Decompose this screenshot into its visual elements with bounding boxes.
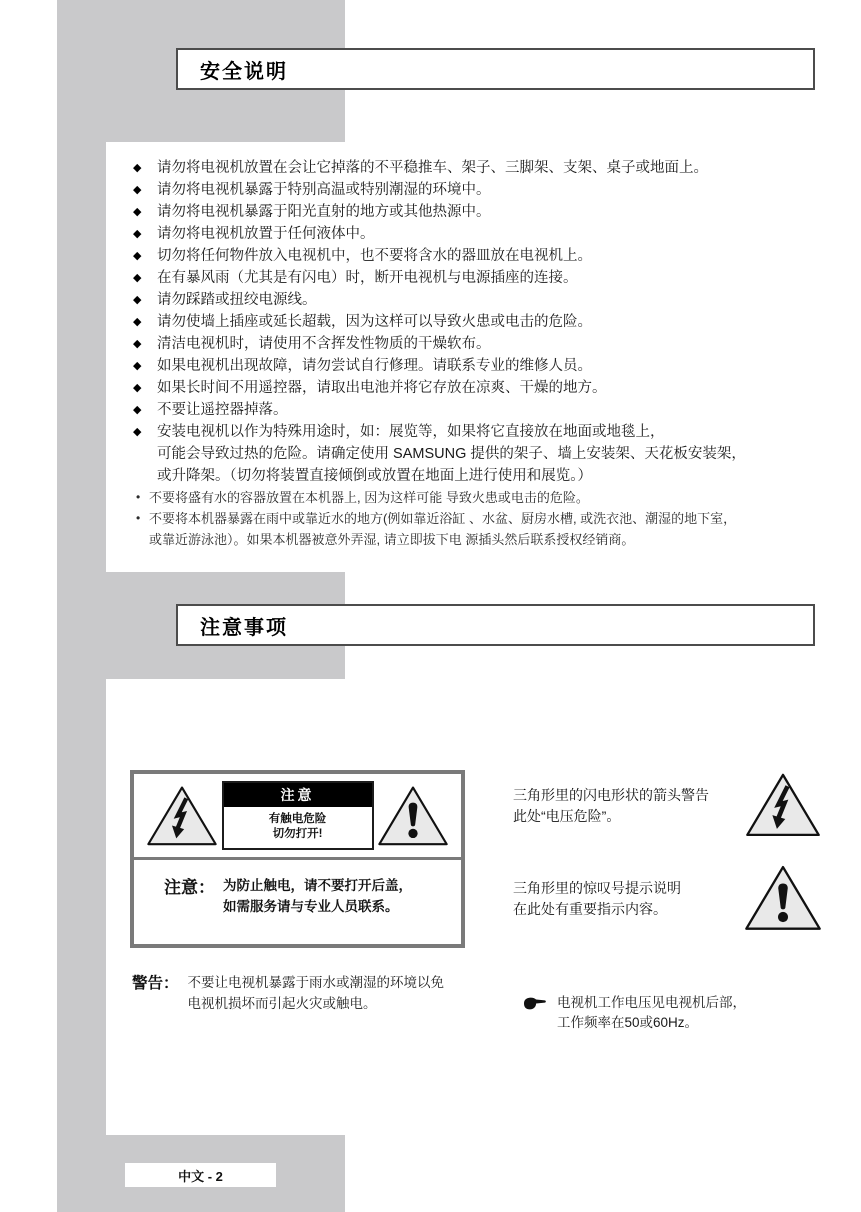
exclamation-triangle-note xyxy=(513,878,753,920)
diamond-bullet-icon: ◆ xyxy=(133,360,142,372)
safety-bullet-item xyxy=(133,311,833,333)
bullet-text: 清洁电视机时，请使用不含挥发性物质的干燥软布。 xyxy=(157,336,491,352)
safety-note-item xyxy=(136,487,836,508)
triangle-note-line: 三角形里的惊叹号提示说明 xyxy=(513,880,681,896)
voltage-note xyxy=(521,993,746,1033)
safety-bullet-item xyxy=(133,245,833,267)
bullet-text: 切勿将任何物件放入电视机中，也不要将含水的器皿放在电视机上。 xyxy=(157,248,592,264)
hand-pointer-icon xyxy=(521,996,547,1033)
diamond-bullet-icon: ◆ xyxy=(133,382,142,394)
warning-text-line: 不要让电视机暴露于雨水或潮湿的环境以免 xyxy=(187,975,445,990)
diamond-bullet-icon: ◆ xyxy=(133,184,142,196)
bullet-text: 安装电视机以作为特殊用途时，如：展览等，如果将它直接放在地面或地毯上， xyxy=(157,424,665,440)
safety-bullet-item xyxy=(133,333,833,355)
shock-hazard-line: 切勿打开! xyxy=(272,828,323,840)
warning-label: 警告： xyxy=(132,975,179,992)
shock-hazard-box xyxy=(222,781,374,850)
safety-bullet-item xyxy=(133,421,833,487)
safety-bullet-list xyxy=(133,157,833,487)
safety-bullet-item xyxy=(133,201,833,223)
bullet-text: 如果长时间不用遥控器，请取出电池并将它存放在凉爽、干燥的地方。 xyxy=(157,380,607,396)
safety-note-item xyxy=(136,508,836,550)
dot-bullet-icon: • xyxy=(136,511,141,525)
safety-bullet-item xyxy=(133,223,833,245)
safety-bullet-item xyxy=(133,267,833,289)
diamond-bullet-icon: ◆ xyxy=(133,162,142,174)
diamond-bullet-icon: ◆ xyxy=(133,338,142,350)
precautions-section-title-box xyxy=(176,604,815,646)
note-text: 不要将本机器暴露在雨中或靠近水的地方(例如靠近浴缸 、水盆、厨房水槽, 或洗衣池、潮湿的地下室， xyxy=(149,511,737,526)
lightning-triangle-icon xyxy=(745,771,821,838)
diamond-bullet-icon: ◆ xyxy=(133,250,142,262)
warning-text-line: 电视机损坏而引起火灾或触电。 xyxy=(187,996,377,1011)
bullet-text: 如果电视机出现故障，请勿尝试自行修理。请联系专业的维修人员。 xyxy=(157,358,592,374)
caution-text-line: 为防止触电，请不要打开后盖， xyxy=(223,878,412,893)
safety-bullet-item xyxy=(133,157,833,179)
triangle-note-line: 此处“电压危险”。 xyxy=(513,808,621,824)
note-text: 不要将盛有水的容器放置在本机器上, 因为这样可能 导致火患或电击的危险。 xyxy=(149,490,589,505)
diamond-bullet-icon: ◆ xyxy=(133,294,142,306)
bullet-text: 请勿使墙上插座或延长超载，因为这样可以导致火患或电击的危险。 xyxy=(157,314,592,330)
lightning-triangle-icon xyxy=(146,784,218,847)
safety-bullet-item xyxy=(133,377,833,399)
voltage-note-line: 工作频率在50或60Hz。 xyxy=(557,1015,699,1030)
safety-section-title-box xyxy=(176,48,815,90)
diamond-bullet-icon: ◆ xyxy=(133,206,142,218)
diamond-bullet-icon: ◆ xyxy=(133,272,142,284)
bullet-text: 在有暴风雨（尤其是有闪电）时，断开电视机与电源插座的连接。 xyxy=(157,270,578,286)
exclamation-triangle-icon xyxy=(744,863,822,932)
bullet-text: 请勿将电视机放置在会让它掉落的不平稳推车、架子、三脚架、支架、桌子或地面上。 xyxy=(157,160,708,176)
caution-label: 注意： xyxy=(164,878,215,897)
bullet-text: 或升降架。（切勿将装置直接倾倒或放置在地面上进行使用和展览。） xyxy=(157,468,592,484)
warning-block xyxy=(132,971,444,1014)
exclamation-triangle-icon xyxy=(377,784,449,847)
safety-bullet-item xyxy=(133,289,833,311)
bullet-text: 请勿将电视机放置于任何液体中。 xyxy=(157,226,375,242)
diamond-bullet-icon: ◆ xyxy=(133,316,142,328)
safety-bullet-item xyxy=(133,355,833,377)
diamond-bullet-icon: ◆ xyxy=(133,426,142,438)
caution-panel xyxy=(130,770,465,948)
dot-bullet-icon: • xyxy=(136,490,141,504)
shock-hazard-header: 注意 xyxy=(224,783,372,807)
safety-note-list xyxy=(136,487,836,550)
note-text: 或靠近游泳池）。如果本机器被意外弄湿, 请立即拔下电 源插头然后联系授权经销商。 xyxy=(149,532,635,547)
caution-panel-top xyxy=(134,774,461,860)
voltage-note-line: 电视机工作电压见电视机后部， xyxy=(557,995,746,1010)
safety-bullet-item xyxy=(133,179,833,201)
lightning-triangle-note xyxy=(513,785,753,827)
triangle-note-line: 三角形里的闪电形状的箭头警告 xyxy=(513,787,709,803)
caution-panel-bottom xyxy=(134,860,461,917)
shock-hazard-line: 有触电危险 xyxy=(268,813,327,825)
diamond-bullet-icon: ◆ xyxy=(133,404,142,416)
safety-section-title: 安全说明 xyxy=(200,60,288,83)
bullet-text: 请勿将电视机暴露于特别高温或特别潮湿的环境中。 xyxy=(157,182,491,198)
triangle-note-line: 在此处有重要指示内容。 xyxy=(513,901,667,917)
page-number-box xyxy=(125,1163,276,1187)
diamond-bullet-icon: ◆ xyxy=(133,228,142,240)
caution-text-line: 如需服务请与专业人员联系。 xyxy=(223,899,399,914)
bullet-text: 请勿踩踏或扭绞电源线。 xyxy=(157,292,317,308)
precautions-section-title: 注意事项 xyxy=(200,616,288,639)
bullet-text: 可能会导致过热的危险。请确定使用 SAMSUNG 提供的架子、墙上安装架、天花板安装架， xyxy=(157,446,746,462)
bullet-text: 请勿将电视机暴露于阳光直射的地方或其他热源中。 xyxy=(157,204,491,220)
bullet-text: 不要让遥控器掉落。 xyxy=(157,402,288,418)
safety-bullet-item xyxy=(133,399,833,421)
page-number-label: 中文 - 2 xyxy=(178,1168,223,1184)
